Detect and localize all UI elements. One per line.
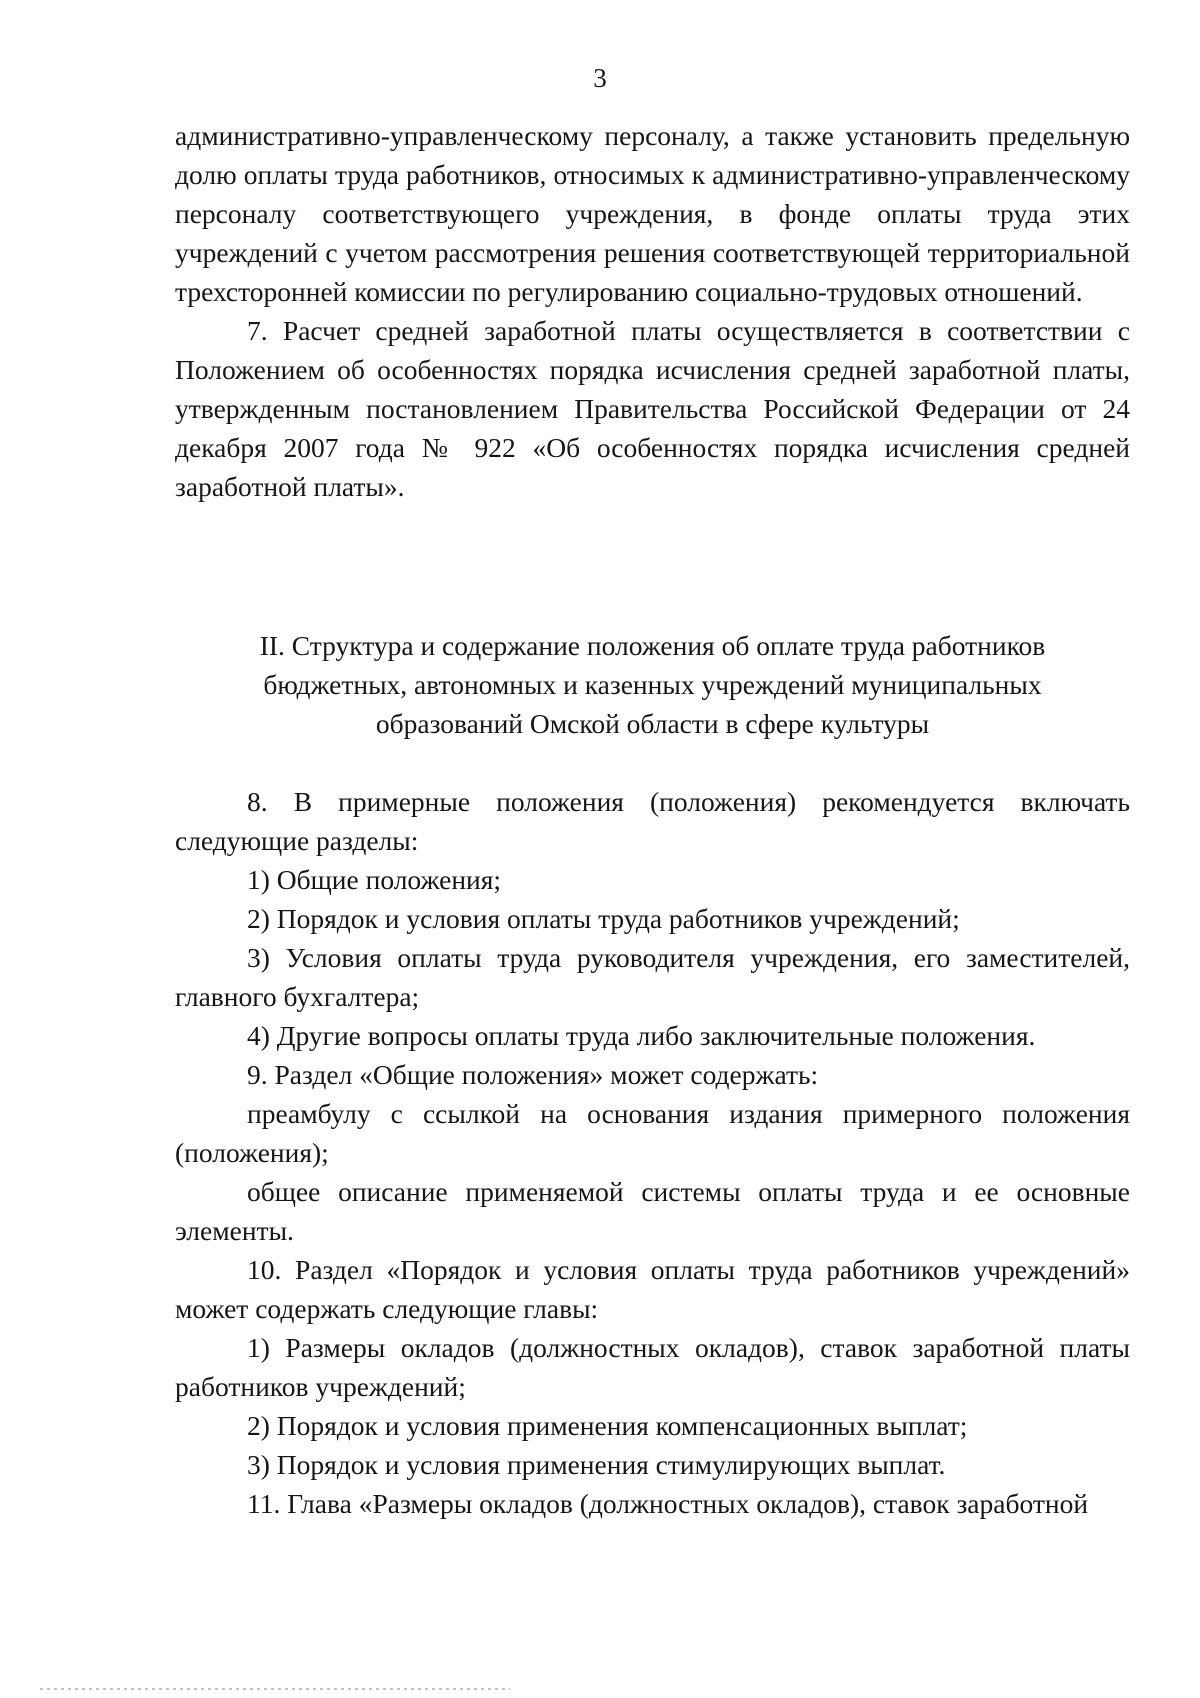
section-body xyxy=(175,782,1130,1523)
paragraph-10-item-1: 1) Размеры окладов (должностных окладов), ставок заработной платы работников учреждений; xyxy=(175,1332,1130,1402)
section-heading xyxy=(175,626,1130,743)
paragraph-9-item-a: преамбулу с ссылкой на основания издания примерного положения (положения); xyxy=(175,1098,1130,1168)
paragraph-9: 9. Раздел «Общие положения» может содержать: xyxy=(247,1059,819,1090)
paragraph-8-item-3: 3) Условия оплаты труда руководителя учреждения, его заместителей, главного бухгалтера; xyxy=(175,942,1130,1012)
paragraph-10-item-3: 3) Порядок и условия применения стимулирующих выплат. xyxy=(247,1449,946,1480)
section-heading-line-3: образований Омской области в сфере культуры xyxy=(375,708,930,739)
paragraph-8: 8. В примерные положения (положения) рекомендуется включать следующие разделы: xyxy=(175,786,1130,856)
paragraph-7: 7. Расчет средней заработной платы осуществляется в соответствии с Положением об особенностях порядка исчисления средней заработной платы, утвержденным постановлением Правительства Российской Федерации от 24 декабря 2007 года № 922 «Об особенностях порядка исчисления средней заработной платы». xyxy=(175,315,1130,502)
page-number: 3 xyxy=(593,63,607,93)
intro-block xyxy=(175,116,1130,506)
paragraph-10-item-2: 2) Порядок и условия применения компенсационных выплат; xyxy=(247,1410,968,1441)
paragraph-8-item-2: 2) Порядок и условия оплаты труда работников учреждений; xyxy=(247,903,960,934)
paragraph-11: 11. Глава «Размеры окладов (должностных окладов), ставок заработной xyxy=(247,1488,1089,1519)
paragraph-8-item-1: 1) Общие положения; xyxy=(247,864,502,895)
paragraph-continuation: административно-управленческому персоналу, а также установить предельную долю оплаты труда работников, относимых к административно-управленческому персоналу соответствующего учреждения, в фонде оплаты труда этих учреждений с учетом рассмотрения решения соответствующей территориальной трехсторонней комиссии по регулированию социально-трудовых отношений. xyxy=(175,120,1130,307)
scan-artifact xyxy=(40,1688,510,1690)
paragraph-8-item-4: 4) Другие вопросы оплаты труда либо заключительные положения. xyxy=(247,1020,1036,1051)
paragraph-9-item-b: общее описание применяемой системы оплаты труда и ее основные элементы. xyxy=(175,1176,1130,1246)
section-heading-line-2: бюджетных, автономных и казенных учреждений муниципальных xyxy=(263,669,1042,700)
paragraph-10: 10. Раздел «Порядок и условия оплаты труда работников учреждений» может содержать следующие главы: xyxy=(175,1254,1130,1324)
section-heading-line-1: II. Структура и содержание положения об оплате труда работников xyxy=(259,630,1046,661)
